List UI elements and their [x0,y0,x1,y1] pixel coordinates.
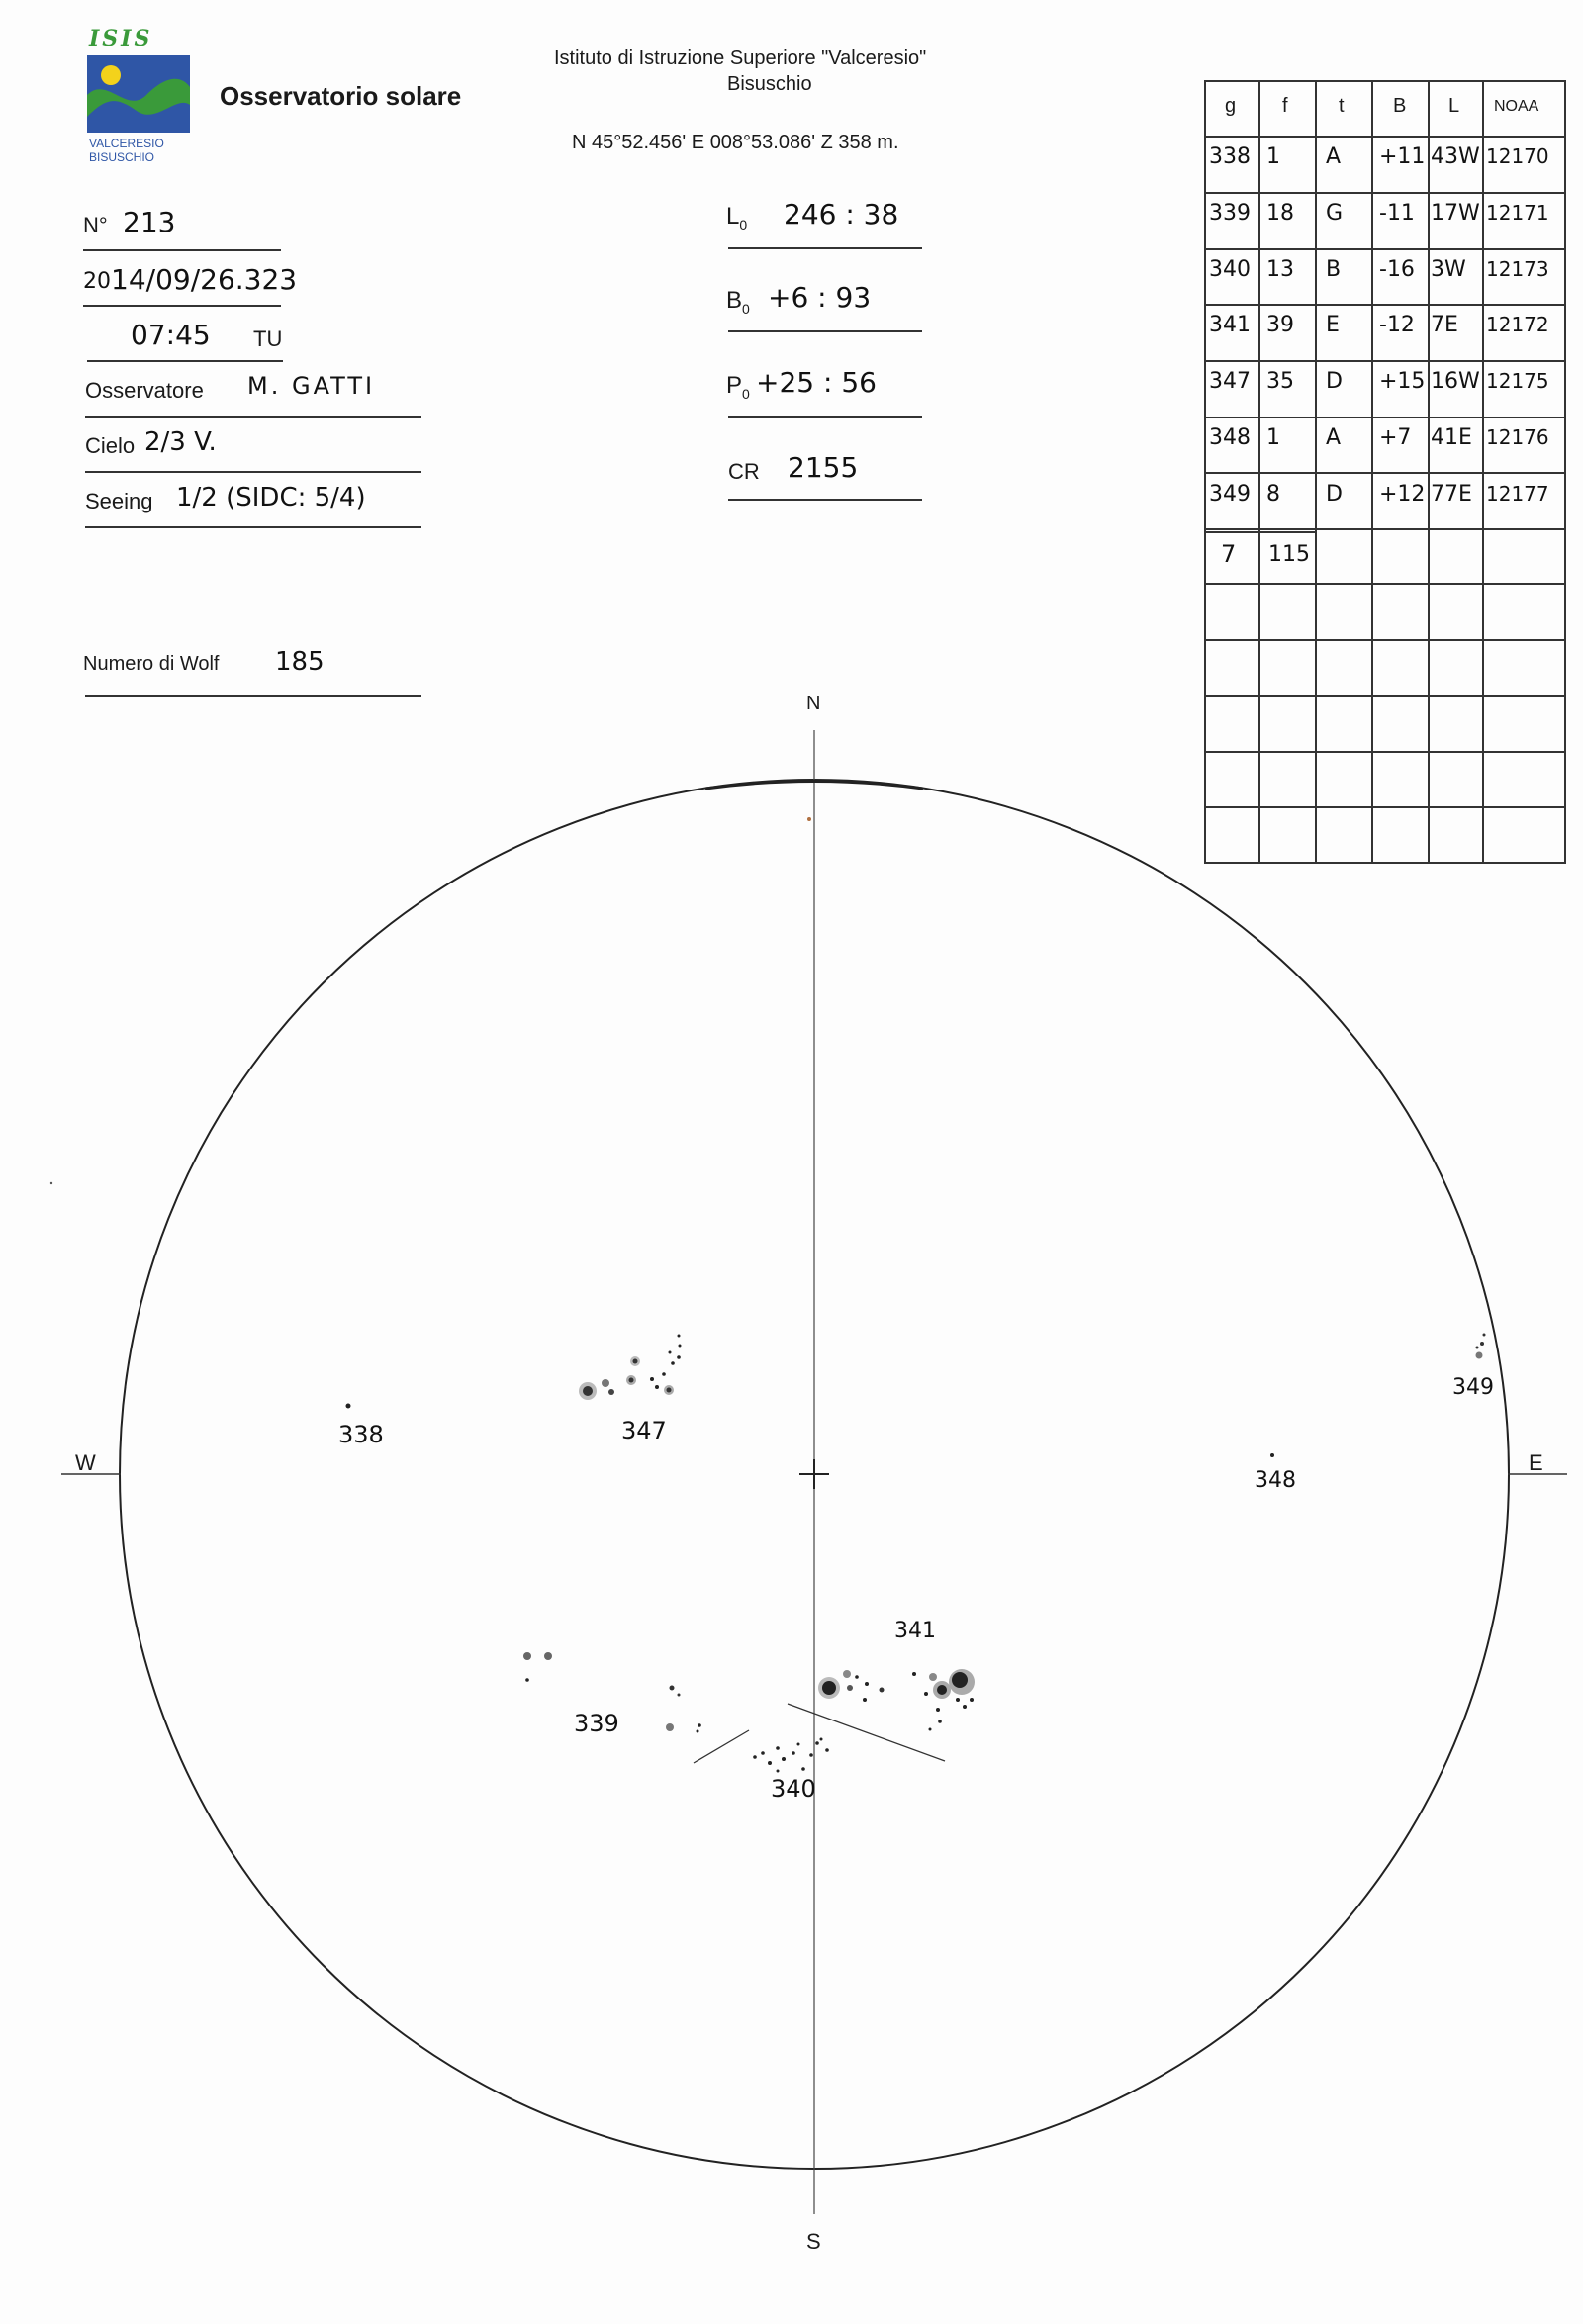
group-340-label: 340 [771,1775,816,1803]
date-value: 14/09/26.323 [111,263,298,296]
table-cell-g: 338 [1209,144,1251,169]
time-unit: TU [253,326,283,351]
page-title: Osservatorio solare [220,81,462,111]
table-cell-b: -12 [1379,313,1415,338]
table-cell-f: 13 [1266,256,1294,282]
table-cell-t: E [1326,313,1340,338]
group-338-label: 338 [338,1421,384,1448]
g348-spot [1270,1453,1274,1457]
table-cell-f: 8 [1266,481,1280,507]
table-cell-g: 349 [1209,481,1251,507]
p0-label-sub: 0 [742,385,750,402]
table-cell-noaa: 12176 [1486,425,1549,449]
table-header-g: g [1225,95,1237,117]
wolf-value: 185 [275,647,325,677]
table-cell-g: 339 [1209,200,1251,226]
table-cell-noaa: 12173 [1486,256,1549,281]
observatory-coordinates: N 45°52.456' E 008°53.086' Z 358 m. [572,132,899,153]
table-cell-g: 347 [1209,369,1251,395]
l0-label-text: L [726,203,740,230]
table-cell-noaa: 12175 [1486,369,1549,394]
p0-value: +25 : 56 [756,366,877,399]
l0-value: 246 : 38 [784,198,899,231]
b0-label-sub: 0 [742,300,750,317]
table-cell-l: 43W [1431,144,1480,169]
g341-spots [818,1669,975,1731]
wolf-label: Numero di Wolf [83,653,220,675]
cr-label: CR [728,459,760,484]
table-total-groups: 7 [1221,540,1237,568]
b0-label-text: B [726,287,743,314]
table-cell-t: A [1326,144,1342,169]
table-cell-t: A [1326,425,1342,450]
observer-value: M. GATTI [247,372,376,400]
table-cell-b: +11 [1379,144,1426,169]
table-total-spots: 115 [1268,542,1310,567]
table-cell-noaa: 12177 [1486,481,1549,506]
table-cell-f: 1 [1266,144,1280,169]
group-339-label: 339 [574,1710,619,1737]
table-header-t: t [1339,95,1345,117]
table-cell-b: +7 [1379,425,1412,450]
time-value: 07:45 [131,319,211,351]
table-cell-g: 341 [1209,313,1251,338]
p0-label-text: P [726,372,743,399]
table-cell-f: 39 [1266,313,1294,338]
group-347-label: 347 [621,1417,667,1444]
table-cell-l: 16W [1431,369,1480,395]
table-cell-l: 7E [1431,313,1458,338]
north-label: N [806,693,821,714]
group-348-label: 348 [1255,1468,1296,1493]
l0-label-sub: 0 [739,216,748,232]
south-label: S [806,2229,821,2254]
table-cell-l: 77E [1431,481,1472,507]
table-cell-noaa: 12172 [1486,313,1549,337]
cr-value: 2155 [788,451,859,484]
table-cell-t: D [1326,481,1343,507]
table-cell-t: D [1326,369,1343,395]
table-cell-g: 340 [1209,256,1251,282]
west-label: W [75,1450,96,1475]
group-349-label: 349 [1452,1375,1494,1400]
g349-spots [1476,1334,1486,1359]
g340-spots [753,1738,829,1773]
table-header-f: f [1282,95,1288,117]
table-cell-f: 18 [1266,200,1294,226]
table-cell-b: -16 [1379,256,1415,282]
b0-value: +6 : 93 [768,281,872,314]
table-cell-b: -11 [1379,200,1415,226]
table-cell-noaa: 12171 [1486,200,1549,225]
table-header-b: B [1393,95,1407,117]
table-cell-t: B [1326,256,1342,282]
table-cell-g: 348 [1209,425,1251,450]
group-separator-339-340 [694,1730,749,1763]
table-cell-b: +15 [1379,369,1426,395]
table-header-noaa: NOAA [1494,98,1539,115]
table-cell-b: +12 [1379,481,1426,507]
number-value: 213 [123,206,176,238]
table-header-l: L [1448,95,1460,117]
school-name: Istituto di Istruzione Superiore "Valceresio" [554,47,927,69]
logo-line1: VALCERESIO [89,137,164,150]
table-cell-l: 17W [1431,200,1480,226]
logo-brand: ISIS [89,26,153,51]
table-cell-noaa: 12170 [1486,144,1549,168]
table-cell-f: 1 [1266,425,1280,450]
observer-label: Osservatore [85,378,204,403]
table-cell-l: 3W [1431,256,1466,282]
logo-line2: BISUSCHIO [89,150,155,164]
east-label: E [1529,1450,1543,1475]
g347-spots [579,1335,682,1401]
group-separator-340-341 [788,1704,945,1761]
g338-spot [346,1404,351,1409]
number-label: N° [83,213,108,237]
table-cell-l: 41E [1431,425,1472,450]
group-341-label: 341 [894,1619,936,1643]
seeing-value: 1/2 (SIDC: 5/4) [176,483,366,512]
date-prefix: 20 [83,269,111,294]
table-cell-f: 35 [1266,369,1294,395]
seeing-label: Seeing [85,489,153,513]
sky-value: 2/3 V. [144,427,217,457]
north-limb-speck [807,817,811,821]
school-town: Bisuschio [727,73,812,95]
sky-label: Cielo [85,433,136,458]
west-limb-dot [50,1182,52,1184]
table-cell-t: G [1326,200,1344,226]
